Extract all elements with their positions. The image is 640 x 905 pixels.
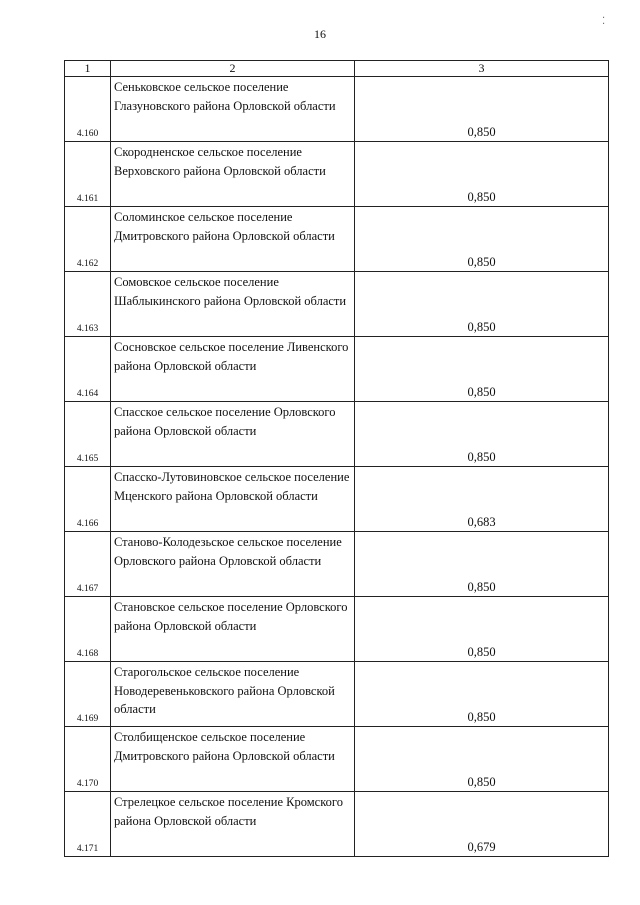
table-row: [65, 272, 609, 337]
settlement-name: Сеньковское сельское поселение Глазуновского района Орловской области: [111, 77, 355, 142]
settlement-name: Спасское сельское поселение Орловского района Орловской области: [111, 402, 355, 467]
scan-mark: ⁚: [602, 16, 606, 27]
row-number: 4.160: [65, 77, 111, 142]
row-number: 4.171: [65, 792, 111, 857]
column-header-2: 2: [111, 61, 355, 77]
row-number: 4.164: [65, 337, 111, 402]
table-row: [65, 727, 609, 792]
coefficient-value: 0,850: [355, 142, 609, 207]
table-row: [65, 77, 609, 142]
coefficient-value: 0,850: [355, 77, 609, 142]
page-number: 16: [314, 27, 326, 41]
coefficient-value: 0,850: [355, 727, 609, 792]
row-number: 4.167: [65, 532, 111, 597]
table-row: [65, 337, 609, 402]
row-number: 4.162: [65, 207, 111, 272]
row-number: 4.161: [65, 142, 111, 207]
table-header-row: [65, 61, 609, 77]
table-row: [65, 402, 609, 467]
coefficient-value: 0,683: [355, 467, 609, 532]
row-number: 4.168: [65, 597, 111, 662]
row-number: 4.163: [65, 272, 111, 337]
row-number: 4.166: [65, 467, 111, 532]
coefficient-value: 0,850: [355, 597, 609, 662]
row-number: 4.169: [65, 662, 111, 727]
settlement-name: Скородненское сельское поселение Верховского района Орловской области: [111, 142, 355, 207]
document-table-container: [64, 60, 609, 857]
settlement-name: Столбищенское сельское поселение Дмитровского района Орловской области: [111, 727, 355, 792]
settlement-name: Соломинское сельское поселение Дмитровского района Орловской области: [111, 207, 355, 272]
column-header-1: 1: [65, 61, 111, 77]
settlement-name: Спасско-Лутовиновское сельское поселение Мценского района Орловской области: [111, 467, 355, 532]
table-row: [65, 467, 609, 532]
coefficient-value: 0,850: [355, 532, 609, 597]
column-header-3: 3: [355, 61, 609, 77]
settlement-name: Старогольское сельское поселение Новодеревеньковского района Орловской области: [111, 662, 355, 727]
table-row: [65, 532, 609, 597]
table-row: [65, 792, 609, 857]
coefficient-value: 0,850: [355, 337, 609, 402]
row-number: 4.170: [65, 727, 111, 792]
settlement-name: Становское сельское поселение Орловского района Орловской области: [111, 597, 355, 662]
settlement-coefficient-table: [64, 60, 609, 857]
settlement-name: Сосновское сельское поселение Ливенского района Орловской области: [111, 337, 355, 402]
coefficient-value: 0,850: [355, 272, 609, 337]
coefficient-value: 0,679: [355, 792, 609, 857]
row-number: 4.165: [65, 402, 111, 467]
settlement-name: Сомовское сельское поселение Шаблыкинского района Орловской области: [111, 272, 355, 337]
coefficient-value: 0,850: [355, 402, 609, 467]
settlement-name: Становo-Колодезьское сельское поселение Орловского района Орловской области: [111, 532, 355, 597]
table-row: [65, 662, 609, 727]
table-row: [65, 207, 609, 272]
settlement-name: Стрелецкое сельское поселение Кромского района Орловской области: [111, 792, 355, 857]
coefficient-value: 0,850: [355, 662, 609, 727]
table-row: [65, 597, 609, 662]
table-row: [65, 142, 609, 207]
coefficient-value: 0,850: [355, 207, 609, 272]
